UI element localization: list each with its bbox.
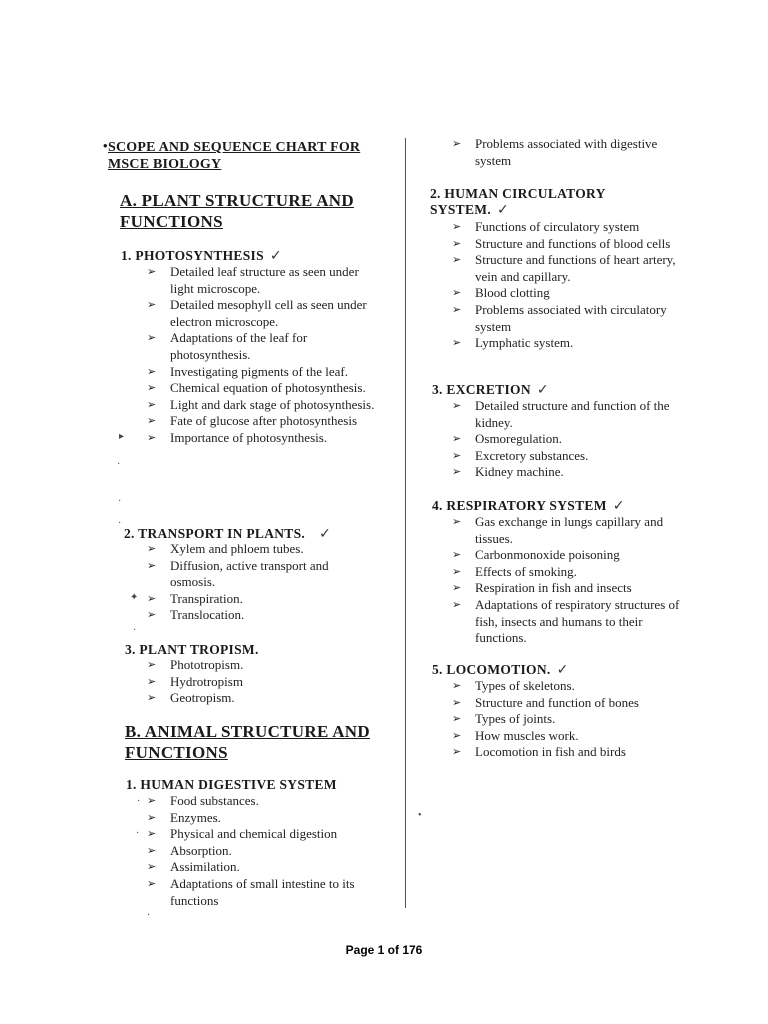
list-item: ➢ Absorption. <box>147 842 232 858</box>
list-item: ➢ Structure and functions of blood cells <box>452 235 671 251</box>
list-item: ➢ Problems associated with digestive system <box>452 136 658 168</box>
arrow-bullet-icon: ➢ <box>452 465 462 479</box>
check-icon: ✓ <box>536 382 549 398</box>
arrow-bullet-icon: ➢ <box>452 745 462 759</box>
list-item: ➢ Physical and chemical digestion <box>147 826 338 842</box>
arrow-bullet-icon: ➢ <box>452 236 462 250</box>
list-item: ➢ Detailed mesophyll cell as seen under electron microscope. <box>147 297 367 329</box>
list-item: ➢ Osmoregulation. <box>452 431 563 447</box>
scan-speck: ✦ <box>130 592 139 603</box>
topic-digestive-continued-list <box>450 136 680 169</box>
list-item: ➢ Locomotion in fish and birds <box>452 744 626 760</box>
list-item: ➢ Problems associated with circulatory system <box>452 301 667 334</box>
arrow-bullet-icon: ➢ <box>452 302 462 316</box>
arrow-bullet-icon: ➢ <box>452 286 462 300</box>
list-item: ➢ Lymphatic system. <box>452 335 574 351</box>
title-bullet: • <box>103 138 108 153</box>
topic-excretion-heading <box>432 382 549 398</box>
arrow-bullet-icon: ➢ <box>147 430 157 444</box>
arrow-bullet-icon: ➢ <box>452 695 462 709</box>
list-item: ➢ Importance of photosynthesis. <box>147 429 328 445</box>
list-item: ➢ Functions of circulatory system <box>452 219 640 234</box>
list-item: ➢ Adaptations of small intestine to its functions <box>147 875 355 908</box>
arrow-bullet-icon: ➢ <box>452 253 462 267</box>
list-item: ➢ Enzymes. <box>147 809 221 825</box>
topic-photosynthesis-heading <box>121 248 282 264</box>
topic-digestive-list <box>145 793 385 909</box>
arrow-bullet-icon: ➢ <box>147 608 157 622</box>
topic-respiratory-list <box>450 514 690 647</box>
arrow-bullet-icon: ➢ <box>147 414 157 428</box>
arrow-bullet-icon: ➢ <box>147 265 157 278</box>
list-item: ➢ Hydrotropism <box>147 673 243 689</box>
list-item: ➢ Gas exchange in lungs capillary and tissues. <box>452 514 664 546</box>
arrow-bullet-icon: ➢ <box>147 691 157 705</box>
list-item: ➢ Adaptations of respiratory structures of fish, insects and humans to their functions. <box>452 596 680 646</box>
section-a-heading: A. PLANT STRUCTURE AND FUNCTIONS <box>120 191 354 231</box>
arrow-bullet-icon: ➢ <box>147 542 157 555</box>
topic-label: 2. HUMAN CIRCULATORY SYSTEM. <box>430 186 606 217</box>
arrow-bullet-icon: ➢ <box>452 137 462 150</box>
column-divider <box>405 138 406 908</box>
check-icon: ✓ <box>612 498 625 514</box>
topic-tropism-list <box>145 657 375 707</box>
topic-label: 2. TRANSPORT IN PLANTS. <box>124 526 306 541</box>
topic-circulatory-heading <box>430 186 650 218</box>
topic-locomotion-list <box>450 678 690 761</box>
arrow-bullet-icon: ➢ <box>147 591 157 605</box>
list-item: ➢ Kidney machine. <box>452 464 564 480</box>
list-item: ➢ Structure and function of bones <box>452 694 639 710</box>
topic-digestive-heading: 1. HUMAN DIGESTIVE SYSTEM <box>126 777 337 792</box>
arrow-bullet-icon: ➢ <box>147 794 157 807</box>
topic-transport-heading <box>124 526 331 542</box>
arrow-bullet-icon: ➢ <box>147 397 157 411</box>
list-item: ➢ Investigating pigments of the leaf. <box>147 363 348 379</box>
arrow-bullet-icon: ➢ <box>452 336 462 350</box>
arrow-bullet-icon: ➢ <box>147 810 157 824</box>
topic-excretion-list <box>450 398 690 481</box>
arrow-bullet-icon: ➢ <box>147 674 157 688</box>
scan-speck: • <box>418 810 422 821</box>
scan-speck: · <box>136 828 140 839</box>
check-icon: ✓ <box>269 248 282 264</box>
topic-label: 1. PHOTOSYNTHESIS <box>121 248 264 263</box>
list-item: ➢ Light and dark stage of photosynthesis. <box>147 396 375 412</box>
arrow-bullet-icon: ➢ <box>147 381 157 395</box>
arrow-bullet-icon: ➢ <box>147 364 157 378</box>
arrow-bullet-icon: ➢ <box>147 298 157 312</box>
list-item: ➢ Detailed structure and function of the kidney. <box>452 398 670 430</box>
list-item: ➢ Xylem and phloem tubes. <box>147 541 304 556</box>
scan-speck: · <box>118 496 122 507</box>
list-item: ➢ Phototropism. <box>147 657 244 672</box>
arrow-bullet-icon: ➢ <box>452 564 462 578</box>
check-icon: ✓ <box>319 526 332 542</box>
scan-speck: · <box>147 910 151 921</box>
list-item: ➢ Carbonmonoxide poisoning <box>452 547 620 563</box>
topic-locomotion-heading <box>432 662 569 678</box>
list-item: ➢ Assimilation. <box>147 859 240 875</box>
arrow-bullet-icon: ➢ <box>147 558 157 572</box>
arrow-bullet-icon: ➢ <box>452 548 462 562</box>
list-item: ➢ Excretory substances. <box>452 447 589 463</box>
list-item: ➢ Fate of glucose after photosynthesis <box>147 413 358 429</box>
topic-label: 4. RESPIRATORY SYSTEM <box>432 498 607 513</box>
list-item: ➢ Transpiration. <box>147 590 243 606</box>
list-item: ➢ Detailed leaf structure as seen under light microscope. <box>147 264 359 296</box>
topic-transport-list <box>145 541 375 624</box>
topic-circulatory-list <box>450 219 690 352</box>
arrow-bullet-icon: ➢ <box>452 581 462 595</box>
arrow-bullet-icon: ➢ <box>452 597 462 611</box>
arrow-bullet-icon: ➢ <box>147 658 157 671</box>
document-title: SCOPE AND SEQUENCE CHART FOR MSCE BIOLOGY <box>108 140 361 172</box>
list-item: ➢ Chemical equation of photosynthesis. <box>147 380 366 396</box>
list-item: ➢ Blood clotting <box>452 285 550 301</box>
arrow-bullet-icon: ➢ <box>147 331 157 345</box>
topic-label: 3. EXCRETION <box>432 382 531 397</box>
arrow-bullet-icon: ➢ <box>452 220 462 233</box>
topic-label: 5. LOCOMOTION. <box>432 662 551 677</box>
check-icon: ✓ <box>497 202 510 218</box>
section-b-heading: B. ANIMAL STRUCTURE AND FUNCTIONS <box>125 722 370 762</box>
arrow-bullet-icon: ➢ <box>147 843 157 857</box>
arrow-bullet-icon: ➢ <box>452 712 462 726</box>
scan-speck: · <box>118 518 122 529</box>
list-item: ➢ Geotropism. <box>147 690 235 706</box>
arrow-bullet-icon: ➢ <box>147 860 157 874</box>
list-item: ➢ Food substances. <box>147 793 259 808</box>
list-item: ➢ Respiration in fish and insects <box>452 580 632 596</box>
arrow-bullet-icon: ➢ <box>452 432 462 446</box>
list-item: ➢ Structure and functions of heart artery, vein and capillary. <box>452 252 676 284</box>
list-item: ➢ Translocation. <box>147 607 245 623</box>
arrow-bullet-icon: ➢ <box>452 728 462 742</box>
arrow-bullet-icon: ➢ <box>147 827 157 841</box>
list-item: ➢ Effects of smoking. <box>452 563 577 579</box>
arrow-bullet-icon: ➢ <box>452 515 462 528</box>
topic-respiratory-heading <box>432 498 625 514</box>
topic-photosynthesis-list <box>145 264 375 447</box>
scan-speck: ▸ <box>119 431 125 442</box>
list-item: ➢ Types of skeletons. <box>452 678 575 693</box>
list-item: ➢ Diffusion, active transport and osmosis. <box>147 557 329 590</box>
list-item: ➢ Types of joints. <box>452 711 556 727</box>
scan-speck: · <box>137 796 141 807</box>
page-number: Page 1 of 176 <box>345 943 423 957</box>
arrow-bullet-icon: ➢ <box>147 876 157 890</box>
check-icon: ✓ <box>556 662 569 678</box>
arrow-bullet-icon: ➢ <box>452 679 462 692</box>
arrow-bullet-icon: ➢ <box>452 448 462 462</box>
topic-tropism-heading: 3. PLANT TROPISM. <box>125 642 259 657</box>
scan-speck: · <box>117 459 121 470</box>
arrow-bullet-icon: ➢ <box>452 399 462 412</box>
list-item: ➢ How muscles work. <box>452 727 579 743</box>
scan-speck: · <box>133 625 137 636</box>
list-item: ➢ Adaptations of the leaf for photosynthesis. <box>147 330 308 362</box>
